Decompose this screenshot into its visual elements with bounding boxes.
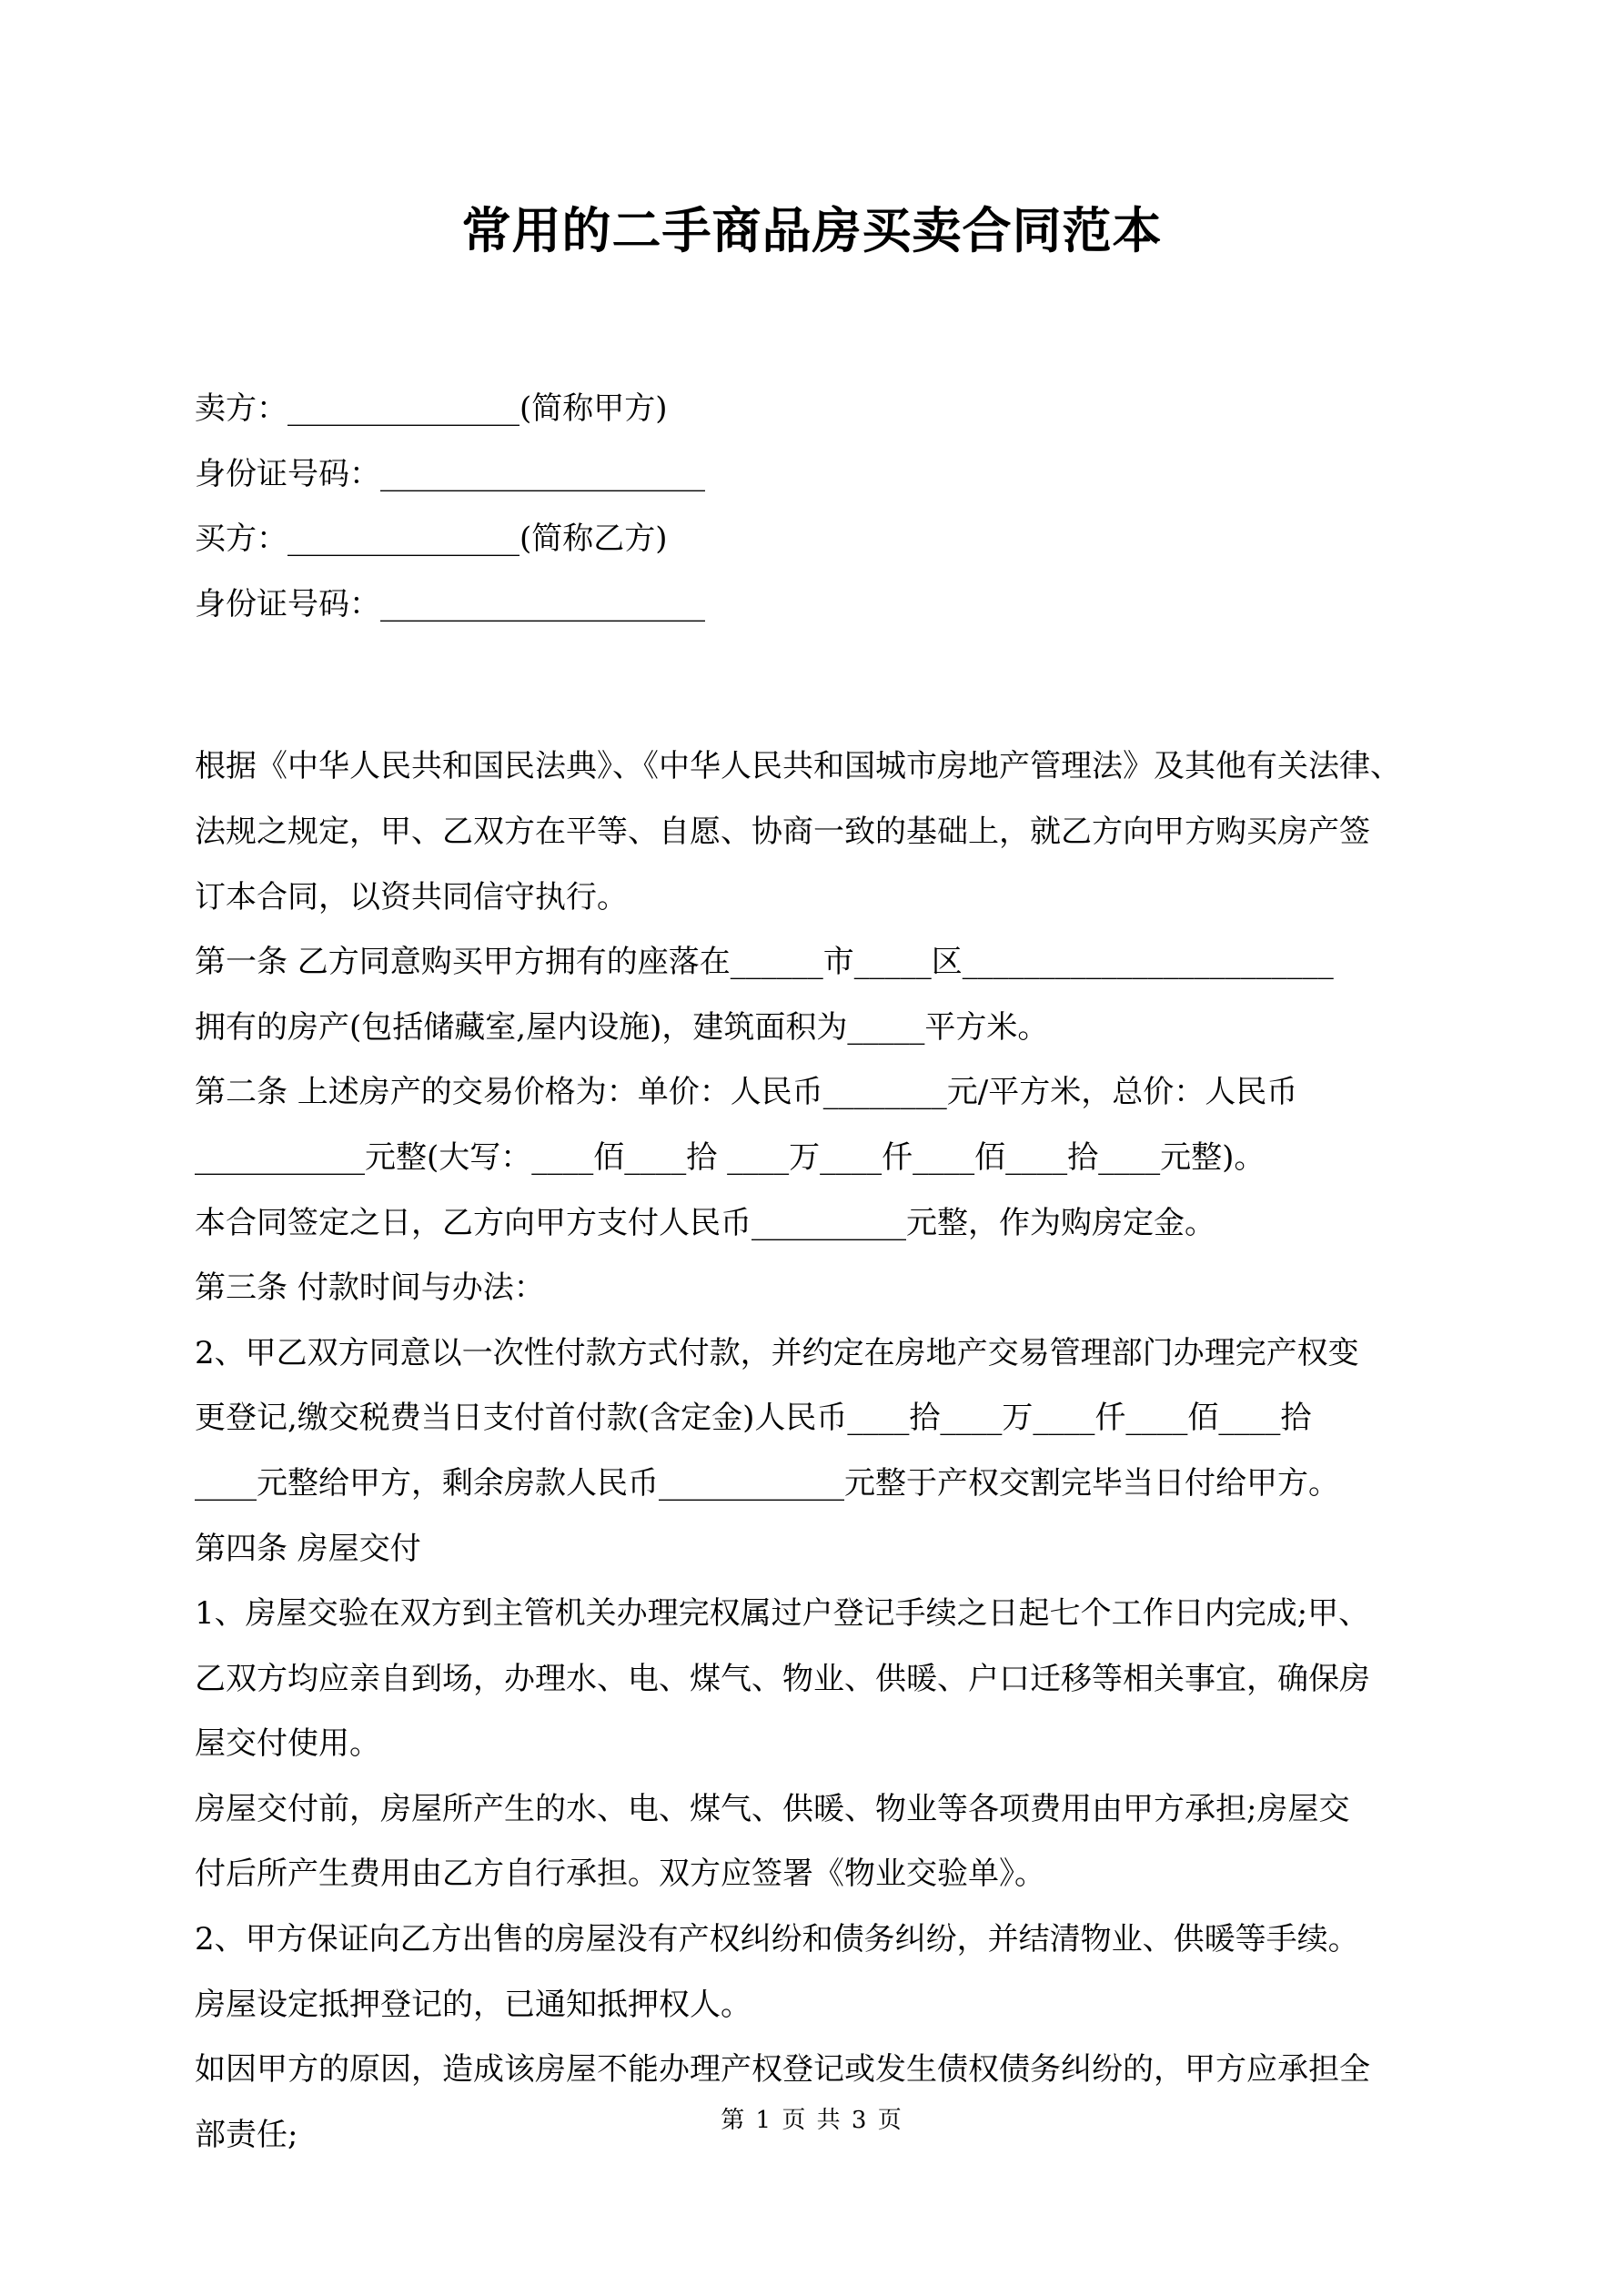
article-1-line: 第一条 乙方同意购买甲方拥有的座落在______市_____区________________________: [195, 944, 1334, 981]
seller-line: 卖方：_______________(简称甲方): [195, 390, 668, 427]
body-line: 更登记,缴交税费当日支付首付款(含定金)人民币____拾____万____仟____佰____拾: [195, 1400, 1312, 1437]
body-line: 订本合同，以资共同信守执行。: [195, 878, 628, 915]
document-title: 常用的二手商品房买卖合同范本: [461, 201, 1163, 259]
body-line: 1、房屋交验在双方到主管机关办理完权属过户登记手续之日起七个工作日内完成;甲、: [195, 1595, 1370, 1633]
body-line: 部责任;: [195, 2116, 298, 2153]
body-line: 房屋设定抵押登记的，已通知抵押权人。: [195, 1986, 751, 2023]
body-line: 屋交付使用。: [195, 1725, 380, 1763]
spacer: [195, 637, 1441, 734]
buyer-id-line: 身份证号码：_____________________: [195, 585, 705, 622]
body-line: 如因甲方的原因，造成该房屋不能办理产权登记或发生债权债务纠纷的，甲方应承担全: [195, 2051, 1370, 2089]
body-line: ____元整给甲方，剩余房款人民币____________元整于产权交割完毕当日付给甲方。: [195, 1464, 1339, 1502]
seller-id-line: 身份证号码：_____________________: [195, 455, 705, 492]
document-body: [195, 377, 1441, 2168]
body-line: ___________元整(大写：____佰____拾 ____万____仟____佰____拾____元整)。: [195, 1138, 1266, 1176]
article-4-heading: 第四条 房屋交付: [195, 1530, 421, 1567]
body-line: 房屋交付前，房屋所产生的水、电、煤气、供暖、物业等各项费用由甲方承担;房屋交: [195, 1790, 1350, 1827]
page-footer: 第 1 页 共 3 页: [721, 2107, 903, 2134]
body-line: 2、甲方保证向乙方出售的房屋没有产权纠纷和债务纠纷，并结清物业、供暖等手续。: [195, 1921, 1359, 1958]
body-line: 法规之规定，甲、乙双方在平等、自愿、协商一致的基础上，就乙方向甲方购买房产签: [195, 813, 1370, 850]
body-line: 乙双方均应亲自到场，办理水、电、煤气、物业、供暖、户口迁移等相关事宜，确保房: [195, 1660, 1370, 1697]
article-2-line: 第二条 上述房产的交易价格为：单价：人民币________元/平方米，总价：人民币: [195, 1074, 1298, 1111]
body-line: 付后所产生费用由乙方自行承担。双方应签署《物业交验单》。: [195, 1856, 1045, 1893]
body-line: 根据《中华人民共和国民法典》、《中华人民共和国城市房地产管理法》及其他有关法律、: [195, 748, 1401, 785]
body-line: 本合同签定之日，乙方向甲方支付人民币__________元整，作为购房定金。: [195, 1204, 1215, 1241]
body-line: 拥有的房产(包括储藏室,屋内设施)，建筑面积为_____平方米。: [195, 1008, 1049, 1046]
buyer-line: 买方：_______________(简称乙方): [195, 521, 668, 558]
body-line: 2、甲乙双方同意以一次性付款方式付款，并约定在房地产交易管理部门办理完产权变: [195, 1334, 1359, 1371]
article-3-heading: 第三条 付款时间与办法：: [195, 1269, 545, 1307]
